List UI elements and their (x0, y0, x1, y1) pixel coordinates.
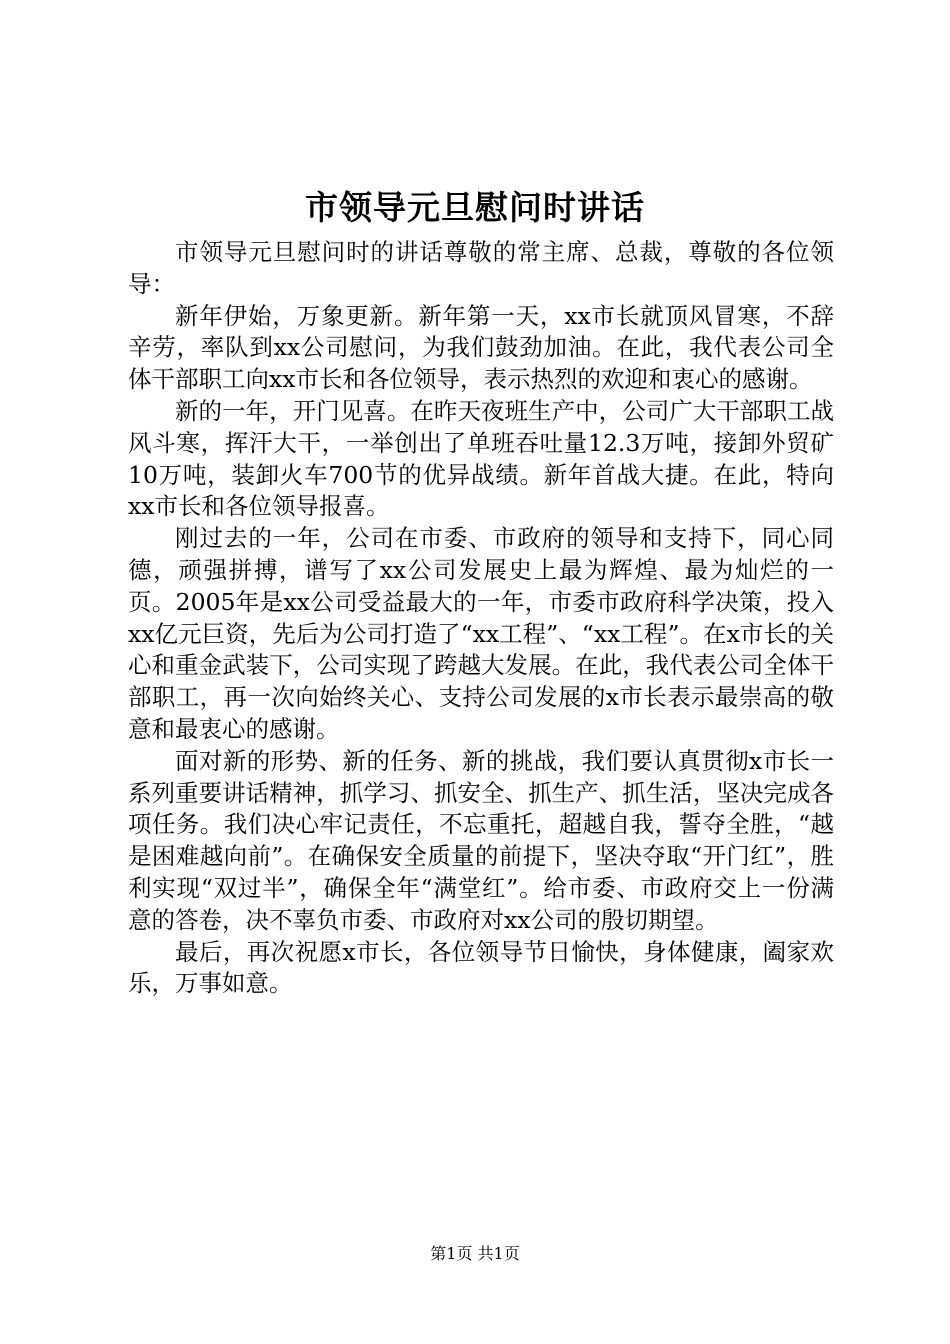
paragraph-closing-wishes: 最后，再次祝愿x市长，各位领导节日愉快，身体健康，阖家欢乐，万事如意。 (128, 937, 834, 998)
paragraph-salutation: 市领导元旦慰问时的讲话尊敬的常主席、总裁，尊敬的各位领导： (128, 238, 834, 298)
page-number: 第1页 共1页 (430, 1244, 520, 1263)
paragraph-new-year-greeting: 新年伊始，万象更新。新年第一天，xx市长就顶风冒寒，不辞辛劳，率队到xx公司慰问，为我们鼓劲加油。在此，我代表公司全体干部职工向xx市长和各位领导，表示热烈的欢迎和衷心的感谢。 (128, 301, 834, 394)
paragraph-year-review: 刚过去的一年，公司在市委、市政府的领导和支持下，同心同德，顽强拼搏，谱写了xx公司发展史上最为辉煌、最为灿烂的一页。2005年是xx公司受益最大的一年，市委市政府科学决策，投入xx亿元巨资，先后为公司打造了“xx工程”、“xx工程”。在x市长的关心和重金武装下，公司实现了跨越大发展。在此，我代表公司全体干部职工，再一次向始终关心、支持公司发展的x市长表示最崇高的敬意和最衷心的感谢。 (128, 524, 834, 743)
document-title: 市领导元旦慰问时讲话 (305, 188, 645, 227)
document-body (128, 237, 834, 1000)
paragraph-production-report: 新的一年，开门见喜。在昨天夜班生产中，公司广大干部职工战风斗寒，挥汗大干，一举创出了单班吞吐量12.3万吨，接卸外贸矿10万吨，装卸火车700节的优异战绩。新年首战大捷。在此，特向xx市长和各位领导报喜。 (128, 396, 834, 521)
paragraph-commitment: 面对新的形势、新的任务、新的挑战，我们要认真贯彻x市长一系列重要讲话精神，抓学习、抓安全、抓生产、抓生活，坚决完成各项任务。我们决心牢记责任，不忘重托，超越自我，誓夺全胜，“越是困难越向前”。在确保安全质量的前提下，坚决夺取“开门红”，胜利实现“双过半”，确保全年“满堂红”。给市委、市政府交上一份满意的答卷，决不辜负市委、市政府对xx公司的殷切期望。 (128, 746, 834, 934)
